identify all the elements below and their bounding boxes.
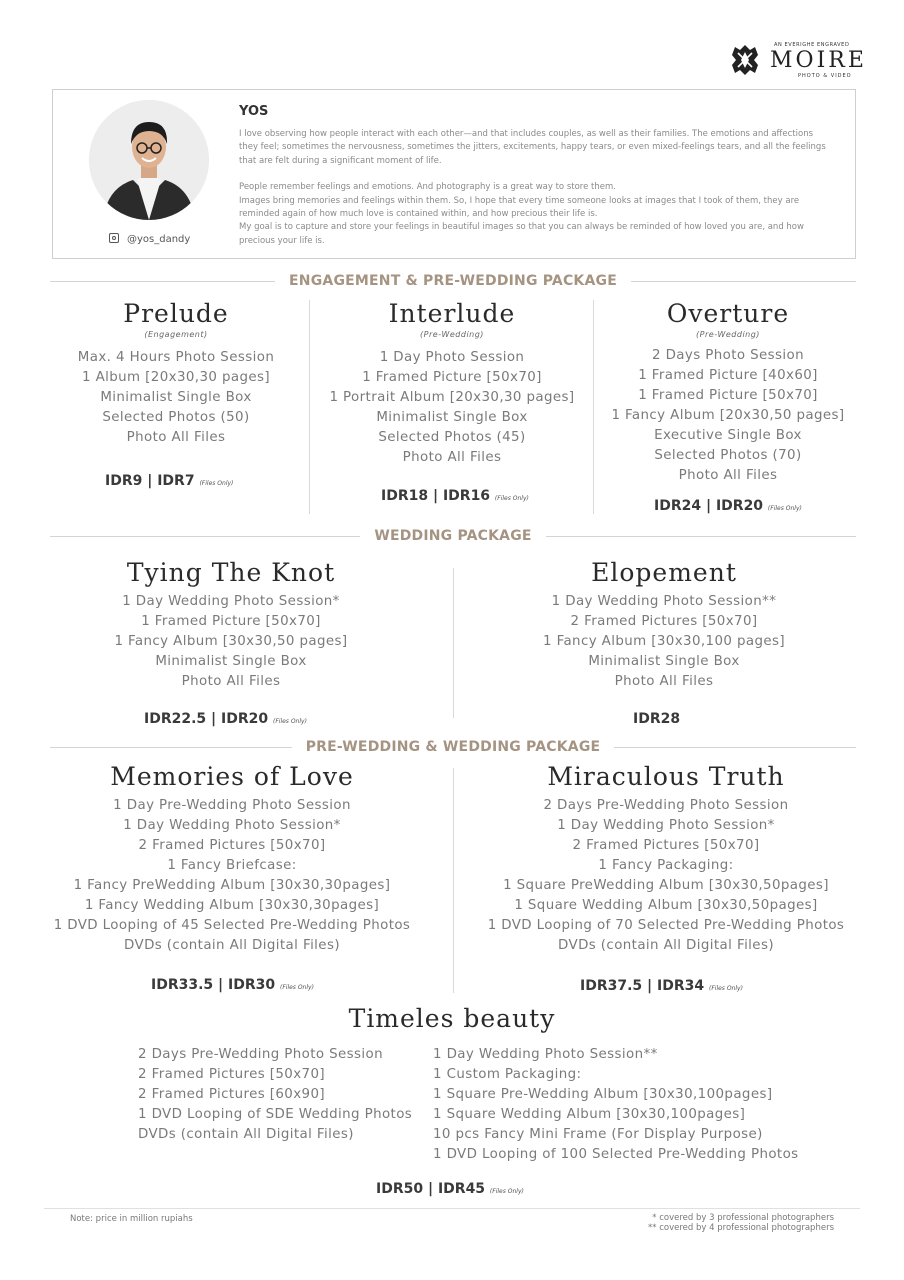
- column-divider: [309, 300, 310, 514]
- files-only-label: (Files Only): [199, 480, 234, 487]
- package-item: 1 DVD Looping of SDE Wedding Photos: [138, 1107, 413, 1122]
- package-item: 1 Day Wedding Photo Session*: [557, 818, 775, 833]
- package-subtitle: (Engagement): [144, 330, 208, 339]
- package-item: Minimalist Single Box: [588, 654, 740, 669]
- package-item: 1 Custom Packaging:: [433, 1067, 582, 1082]
- package-item: 2 Framed Pictures [50x70]: [572, 838, 760, 853]
- section-title: ENGAGEMENT & PRE-WEDDING PACKAGE: [275, 273, 631, 289]
- package-title: Timeles beauty: [348, 1004, 556, 1033]
- package-item: 1 Day Wedding Photo Session*: [123, 818, 341, 833]
- package-prelude: [50, 299, 302, 448]
- package-title: Tying The Knot: [126, 558, 336, 587]
- package-title: Elopement: [591, 558, 737, 587]
- coverage-note-4: ** covered by 4 professional photographers: [648, 1223, 834, 1233]
- package-item: 1 Fancy Album [20x30,50 pages]: [611, 408, 845, 423]
- files-only-label: (Files Only): [494, 495, 529, 502]
- package-elopement: [476, 558, 852, 692]
- package-item: Selected Photos (45): [378, 430, 526, 445]
- package-title: Miraculous Truth: [547, 762, 785, 791]
- column-divider: [593, 300, 594, 514]
- package-interlude: [312, 299, 592, 468]
- package-title: Interlude: [388, 299, 516, 328]
- section-heading-combo: [50, 739, 856, 755]
- files-only-label: (Files Only): [489, 1188, 524, 1195]
- package-title: Overture: [666, 299, 790, 328]
- package-items: [312, 348, 592, 468]
- package-item: Photo All Files: [402, 450, 502, 465]
- package-item: 2 Days Pre-Wedding Photo Session: [138, 1047, 384, 1062]
- package-item: 1 Day Wedding Photo Session**: [433, 1047, 658, 1062]
- package-price: [151, 977, 314, 993]
- package-item: 1 Framed Picture [40x60]: [638, 368, 818, 383]
- package-item: DVDs (contain All Digital Files): [124, 938, 340, 953]
- column-divider: [453, 568, 454, 718]
- package-subtitle: (Pre-Wedding): [696, 330, 760, 339]
- section-heading-engagement: [50, 273, 856, 289]
- photographer-profile: [52, 89, 856, 259]
- brand-logo: [728, 40, 867, 82]
- price-value: IDR28: [633, 711, 681, 727]
- package-item: 1 Fancy Album [30x30,100 pages]: [543, 634, 785, 649]
- package-items-right: [433, 1045, 799, 1165]
- photographer-name: YOS: [239, 104, 269, 119]
- package-item: Minimalist Single Box: [100, 390, 252, 405]
- package-item: Photo All Files: [614, 674, 714, 689]
- package-items: [50, 592, 412, 692]
- package-item: 1 Framed Picture [50x70]: [362, 370, 542, 385]
- package-item: 2 Days Photo Session: [652, 348, 804, 363]
- package-item: 2 Days Pre-Wedding Photo Session: [543, 798, 789, 813]
- package-item: 1 DVD Looping of 70 Selected Pre-Wedding Photos: [487, 918, 845, 933]
- avatar: [89, 100, 209, 220]
- package-item: 1 Fancy Album [30x30,50 pages]: [114, 634, 348, 649]
- price-note: Note: price in million rupiahs: [70, 1214, 193, 1224]
- package-title: Prelude: [123, 299, 229, 328]
- package-price: [376, 1181, 524, 1197]
- package-item: Photo All Files: [126, 430, 226, 445]
- package-price: [144, 711, 307, 727]
- package-item: Max. 4 Hours Photo Session: [77, 350, 275, 365]
- brand-tagline: AN EVERIGHE ENGRAVED: [774, 42, 850, 48]
- package-subtitle: (Pre-Wedding): [420, 330, 484, 339]
- instagram-icon: [109, 233, 119, 243]
- price-value: IDR18 | IDR16: [381, 488, 491, 504]
- package-item: 1 Portrait Album [20x30,30 pages]: [329, 390, 575, 405]
- package-overture: [596, 299, 860, 486]
- photographer-bio: [239, 128, 829, 248]
- package-item: 1 Day Pre-Wedding Photo Session: [113, 798, 351, 813]
- package-item: Minimalist Single Box: [376, 410, 528, 425]
- package-item: Selected Photos (50): [102, 410, 250, 425]
- files-only-label: (Files Only): [708, 985, 743, 992]
- files-only-label: (Files Only): [279, 984, 314, 991]
- package-item: 1 Framed Picture [50x70]: [141, 614, 321, 629]
- package-item: Selected Photos (70): [654, 448, 802, 463]
- package-item: 1 DVD Looping of 45 Selected Pre-Wedding Photos: [53, 918, 411, 933]
- package-item: 1 Square Wedding Album [30x30,50pages]: [514, 898, 818, 913]
- coverage-note-3: * covered by 3 professional photographers: [652, 1213, 834, 1223]
- brand-subtitle: PHOTO & VIDEO: [798, 73, 852, 79]
- package-item: 10 pcs Fancy Mini Frame (For Display Purpose): [433, 1127, 763, 1142]
- package-items: [50, 348, 302, 448]
- package-item: Photo All Files: [181, 674, 281, 689]
- column-divider: [453, 768, 454, 993]
- package-price: [654, 498, 802, 514]
- package-item: 1 Fancy Packaging:: [598, 858, 734, 873]
- section-title: WEDDING PACKAGE: [360, 528, 545, 544]
- package-item: DVDs (contain All Digital Files): [558, 938, 774, 953]
- section-heading-wedding: [50, 528, 856, 544]
- moire-logo-icon: [728, 43, 762, 77]
- package-price: [105, 473, 233, 489]
- package-memories-of-love: [40, 762, 424, 956]
- coverage-notes: [648, 1213, 834, 1233]
- package-price: [381, 488, 529, 504]
- section-title: PRE-WEDDING & WEDDING PACKAGE: [292, 739, 615, 755]
- package-item: 1 Square Wedding Album [30x30,100pages]: [433, 1107, 746, 1122]
- package-items: [40, 796, 424, 956]
- package-item: 1 Fancy PreWedding Album [30x30,30pages]: [73, 878, 391, 893]
- package-item: 1 Square PreWedding Album [30x30,50pages]: [503, 878, 829, 893]
- bio-paragraph: My goal is to capture and store your feelings in beautiful images so that you can always be reminded of how loved you are, and how precious your life is.: [239, 222, 804, 246]
- package-item: 1 Fancy Briefcase:: [167, 858, 297, 873]
- package-item: 1 Day Photo Session: [379, 350, 525, 365]
- package-item: Photo All Files: [678, 468, 778, 483]
- instagram-handle-text: @yos_dandy: [127, 234, 191, 245]
- package-price: [580, 978, 743, 994]
- files-only-label: (Files Only): [767, 505, 802, 512]
- files-only-label: (Files Only): [272, 718, 307, 725]
- price-value: IDR9 | IDR7: [105, 473, 195, 489]
- price-value: IDR37.5 | IDR34: [580, 978, 705, 994]
- portrait-icon: [89, 100, 209, 220]
- bio-paragraph: Images bring memories and feelings within them. So, I hope that every time someone looks at images that I took of them, they are reminded again of how much love is contained within, and how precious their life is.: [239, 195, 800, 220]
- package-item: 1 Fancy Wedding Album [30x30,30pages]: [84, 898, 380, 913]
- price-value: IDR22.5 | IDR20: [144, 711, 269, 727]
- brand-name: MOIRE: [770, 48, 867, 73]
- package-item: 2 Framed Pictures [50x70]: [138, 838, 326, 853]
- package-item: 1 DVD Looping of 100 Selected Pre-Wedding Photos: [433, 1147, 799, 1162]
- package-item: 1 Square Pre-Wedding Album [30x30,100pages]: [433, 1087, 773, 1102]
- package-item: Minimalist Single Box: [155, 654, 307, 669]
- bio-paragraph: People remember feelings and emotions. And photography is a great way to store them.: [239, 182, 616, 193]
- package-item: Executive Single Box: [654, 428, 802, 443]
- package-item: 2 Framed Pictures [50x70]: [138, 1067, 325, 1082]
- package-items-left: [138, 1045, 412, 1145]
- package-tying-the-knot: [50, 558, 412, 692]
- price-value: IDR24 | IDR20: [654, 498, 764, 514]
- package-price: [633, 711, 680, 727]
- package-title: Memories of Love: [110, 762, 354, 791]
- footer-divider: [44, 1208, 860, 1209]
- package-item: 2 Framed Pictures [50x70]: [570, 614, 758, 629]
- package-miraculous-truth: [474, 762, 858, 956]
- instagram-handle[interactable]: [109, 232, 190, 245]
- package-item: 2 Framed Pictures [60x90]: [138, 1087, 325, 1102]
- package-item: 1 Day Wedding Photo Session*: [122, 594, 340, 609]
- package-item: 1 Day Wedding Photo Session**: [551, 594, 777, 609]
- price-value: IDR33.5 | IDR30: [151, 977, 276, 993]
- price-value: IDR50 | IDR45: [376, 1181, 486, 1197]
- package-item: DVDs (contain All Digital Files): [138, 1127, 354, 1142]
- package-item: 1 Framed Picture [50x70]: [638, 388, 818, 403]
- package-items: [476, 592, 852, 692]
- package-item: 1 Album [20x30,30 pages]: [82, 370, 270, 385]
- package-items: [474, 796, 858, 956]
- bio-paragraph: I love observing how people interact with each other—and that includes couples, as well as their families. The emotions and affections they feel; sometimes the nervousness, sometimes the jitters, excitements, happy tears, or even mixed-feelings tears, and all the feelings that are felt during a significant moment of life.: [239, 129, 826, 166]
- package-items: [596, 346, 860, 486]
